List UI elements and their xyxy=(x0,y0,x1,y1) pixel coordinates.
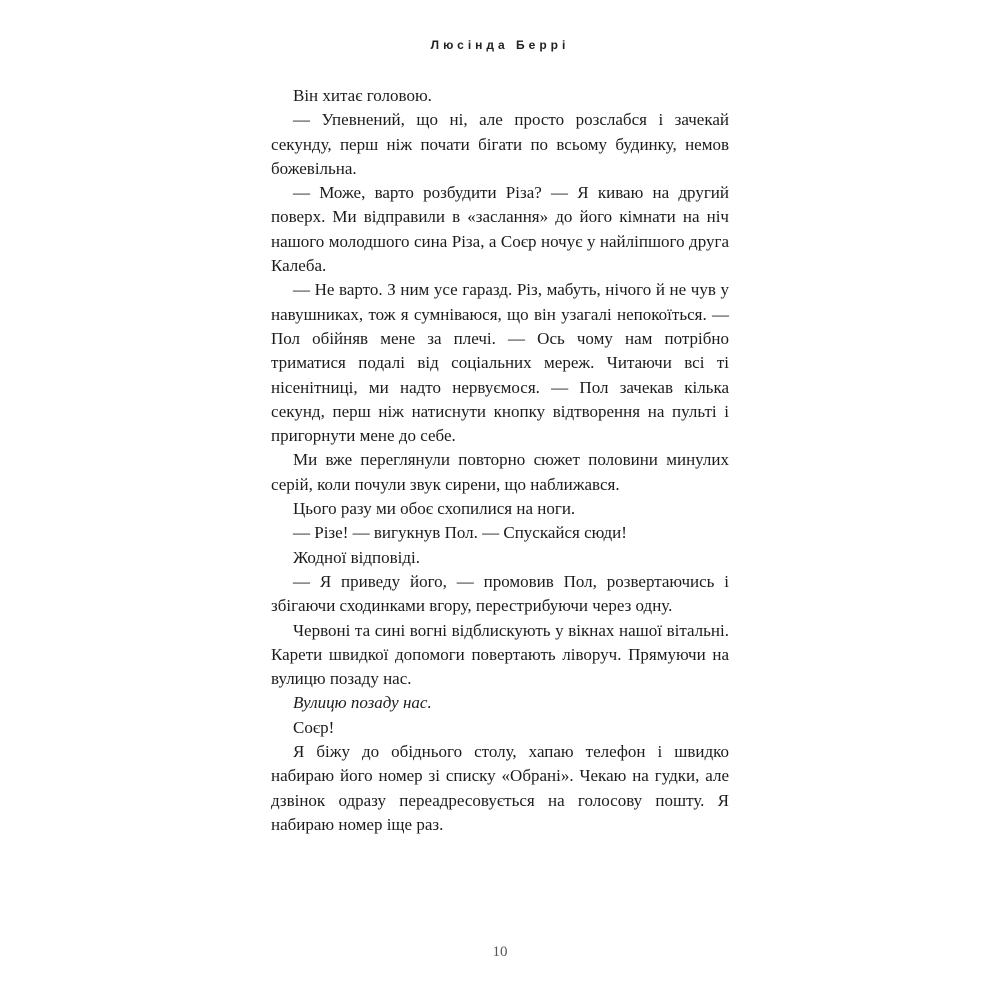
paragraph: — Не варто. З ним усе гаразд. Різ, мабуть, нічого й не чув у навушниках, тож я сумніваюся, що він узагалі непокоїться. — Пол обійняв мене за плечі. — Ось чому нам потрібно триматися подалі від соціальних мереж. Читаючи всі ті нісенітниці, ми надто нервуємося. — Пол зачекав кілька секунд, перш ніж натиснути кнопку відтворення на пульті і пригорнути мене до себе. xyxy=(271,280,729,446)
paragraph: Жодної відповіді. xyxy=(293,547,420,567)
paragraph: — Може, варто розбудити Різа? — Я киваю на другий поверх. Ми відправили в «заслання» до його кімнати на ніч нашого молодшого сина Різа, а Соєр ночує у найліпшого друга Калеба. xyxy=(271,183,729,276)
paragraph: — Я приведу його, — промовив Пол, розвертаючись і збігаючи сходинками вгору, перестрибуючи через одну. xyxy=(271,571,729,616)
paragraph: Я біжу до обіднього столу, хапаю телефон і швидко набираю його номер зі списку «Обрані». Чекаю на гудки, але дзвінок одразу переадресовується на голосову пошту. Я набираю номер іще раз. xyxy=(271,742,729,834)
body-text xyxy=(271,84,729,837)
paragraph: Соєр! xyxy=(293,717,335,737)
paragraph: Червоні та сині вогні відблискують у вікнах нашої вітальні. Карети швидкої допомоги повертають ліворуч. Прямуючи на вулицю позаду нас. xyxy=(271,620,729,689)
paragraph: — Упевнений, що ні, але просто розслабся і зачекай секунду, перш ніж почати бігати по всьому будинку, немов божевільна. xyxy=(271,110,729,178)
paragraph: Цього разу ми обоє схопилися на ноги. xyxy=(293,499,576,519)
paragraph: Він хитає головою. xyxy=(293,86,432,105)
page-number: 10 xyxy=(492,944,508,960)
paragraph: Ми вже переглянули повторно сюжет половини минулих серій, коли почули звук сирени, що наближався. xyxy=(271,450,729,494)
italic-paragraph: Вулицю позаду нас. xyxy=(293,693,432,713)
paragraph: — Різе! — вигукнув Пол. — Спускайся сюди! xyxy=(293,523,627,543)
running-header-author: Люсінда Беррі xyxy=(430,38,570,52)
